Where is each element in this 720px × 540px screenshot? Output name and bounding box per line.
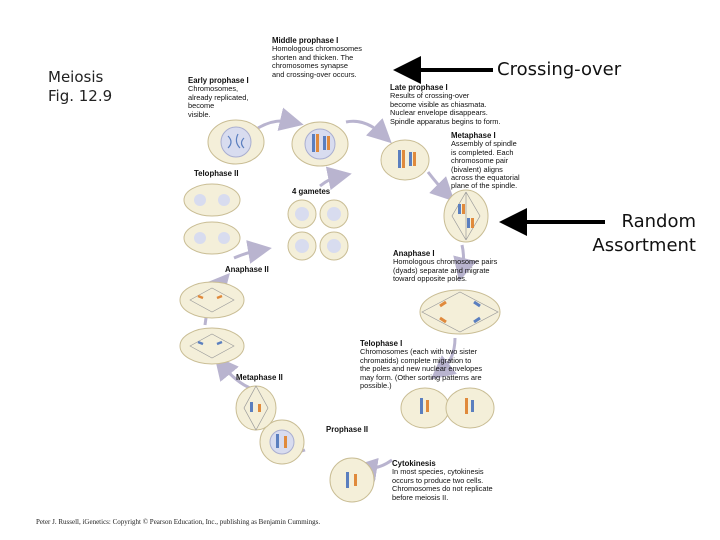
anaphase-1-cell <box>420 290 500 334</box>
prophase-2-title: Prophase II <box>326 425 369 434</box>
cytokinesis-cells <box>330 458 374 502</box>
label-anaphase-1 <box>393 250 527 284</box>
random-line-2: Assortment <box>592 235 696 256</box>
gamete-cells <box>288 200 348 260</box>
metaphase-1-title: Metaphase I <box>451 131 496 140</box>
metaphase-1-desc-6: plane of the spindle. <box>451 181 518 191</box>
middle-prophase-1-title: Middle prophase I <box>272 36 339 45</box>
gametes-title: 4 gametes <box>292 187 331 196</box>
metaphase-1-desc-2: is completed. Each <box>451 147 514 157</box>
label-early-prophase-1 <box>188 77 270 119</box>
anaphase-1-desc-2: (dyads) separate and migrate <box>393 265 490 275</box>
label-cytokinesis <box>392 460 520 502</box>
late-prophase-1-desc-3: Nuclear envelope disappears. <box>390 108 488 118</box>
late-prophase-1-desc-2: become visible as chiasmata. <box>390 99 487 109</box>
anaphase-2-cells <box>180 282 244 364</box>
metaphase-2-title: Metaphase II <box>236 373 283 382</box>
telophase-2-title: Telophase II <box>194 169 239 178</box>
cytokinesis-title: Cytokinesis <box>392 459 436 468</box>
title-line-1: Meiosis <box>48 68 104 86</box>
early-prophase-1-desc-4: visible. <box>188 109 211 119</box>
middle-prophase-1-desc-1: Homologous chromosomes <box>272 44 362 54</box>
late-prophase-1-title: Late prophase I <box>390 83 448 92</box>
title-line-2: Fig. 12.9 <box>48 87 113 105</box>
early-prophase-1-desc-3: become <box>188 101 215 111</box>
telophase-1-desc-2: chromatids) complete migration to <box>360 355 472 365</box>
late-prophase-1-desc-4: Spindle apparatus begins to form. <box>390 116 501 126</box>
label-telophase-2 <box>194 170 238 178</box>
middle-prophase-1-desc-2: shorten and thicken. The <box>272 52 354 62</box>
telophase-1-desc-1: Chromosomes (each with two sister <box>360 347 478 357</box>
random-line-1: Random <box>621 211 696 232</box>
telophase-2-cells <box>184 184 240 254</box>
cytokinesis-desc-1: In most species, cytokinesis <box>392 467 484 477</box>
label-gametes <box>292 188 330 196</box>
late-prophase-1-cell <box>381 140 429 180</box>
early-prophase-1-desc-2: already replicated, <box>188 92 249 102</box>
label-telophase-1 <box>360 340 518 390</box>
anaphase-1-title: Anaphase I <box>393 249 435 258</box>
telophase-1-cell <box>401 388 494 428</box>
label-anaphase-2 <box>225 266 269 274</box>
label-prophase-2 <box>326 426 368 434</box>
anaphase-1-desc-3: toward opposite poles. <box>393 274 467 284</box>
cytokinesis-desc-2: occurs to produce two cells. <box>392 475 484 485</box>
metaphase-1-desc-1: Assembly of spindle <box>451 139 517 149</box>
anaphase-1-desc-1: Homologous chromosome pairs <box>393 257 498 267</box>
metaphase-1-cell <box>444 190 488 242</box>
label-metaphase-1 <box>451 132 543 191</box>
early-prophase-1-title: Early prophase I <box>188 76 249 85</box>
early-prophase-1-desc-1: Chromosomes, <box>188 84 239 94</box>
late-prophase-1-desc-1: Results of crossing-over <box>390 91 470 101</box>
middle-prophase-1-desc-3: chromosomes synapse <box>272 61 348 71</box>
cytokinesis-desc-4: before meiosis II. <box>392 492 449 502</box>
middle-prophase-1-cell <box>292 122 348 166</box>
metaphase-2-cell <box>236 386 276 430</box>
copyright-credit: Peter J. Russell, iGenetics: Copyright © Pearson Education, Inc., publishing as Benjamin Cummings. <box>36 518 321 526</box>
telophase-1-desc-3: the poles and new nuclear envelopes <box>360 364 483 374</box>
anaphase-2-title: Anaphase II <box>225 265 269 274</box>
middle-prophase-1-desc-4: and crossing-over occurs. <box>272 69 357 79</box>
metaphase-1-desc-5: across the equatorial <box>451 173 520 183</box>
cytokinesis-desc-3: Chromosomes do not replicate <box>392 484 493 494</box>
telophase-1-title: Telophase I <box>360 339 403 348</box>
label-middle-prophase-1 <box>272 37 390 79</box>
crossing-over-callout: Crossing-over <box>497 59 622 80</box>
telophase-1-desc-4: may form. (Other sorting patterns are <box>360 372 482 382</box>
label-metaphase-2 <box>236 374 283 382</box>
label-late-prophase-1 <box>390 84 530 126</box>
metaphase-1-desc-3: chromosome pair <box>451 156 509 166</box>
metaphase-1-desc-4: (bivalent) aligns <box>451 164 503 174</box>
telophase-1-desc-5: possible.) <box>360 381 392 391</box>
early-prophase-1-cell <box>208 120 264 164</box>
